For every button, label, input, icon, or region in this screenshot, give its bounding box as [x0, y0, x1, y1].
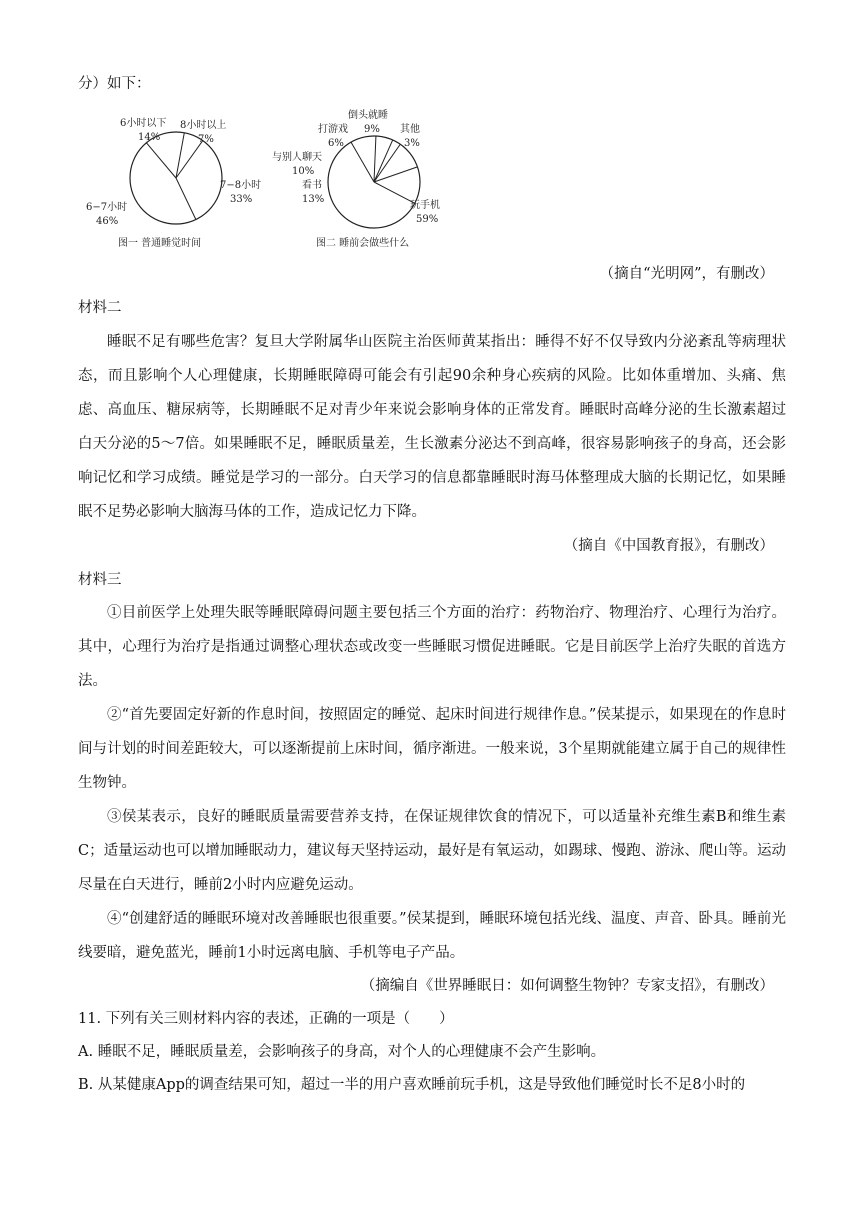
fig1-slice-3: [176, 178, 196, 219]
question-stem: 11. 下列有关三则材料内容的表述，正确的一项是（ ）: [78, 1011, 454, 1027]
material-3-paragraph-3: ③侯某表示，良好的睡眠质量需要营养支持，在保证规律饮食的情况下，可以适量补充维生素B和维生素C；适量运动也可以增加睡眠动力，建议每天坚持运动，最好是有氧运动，如踢球、慢跑、游泳、爬山等。运动尽量在白天进行，睡前2小时内应避免运动。: [78, 809, 786, 893]
option-a: A. 睡眠不足，睡眠质量差，会影响孩子的身高，对个人的心理健康不会产生影响。: [78, 1044, 606, 1060]
fig2-slice-0: [351, 142, 374, 182]
fig1-label-1: 8小时以上: [180, 120, 227, 131]
fig2-slice-5: [374, 182, 415, 203]
pie-chart-2: [272, 108, 440, 249]
p1-pre: ①目前医学上处理失眠等睡眠障碍问题主要包括三个方面的治疗：药物治疗、物理治疗、心理行为治疗。其中，心理行为治疗是指通过调整心理状态或改变一些睡眠习惯促进睡眠。它是: [78, 605, 786, 655]
fig2-label-0: 倒头就睡: [348, 110, 388, 121]
source-3: （摘编自《世界睡眠日：如何调整生物钟？专家支招》，有删改）: [360, 978, 774, 994]
material-3-paragraph-4: ④“创建舒适的睡眠环境对改善睡眠也很重要。”侯某提到，睡眠环境包括光线、温度、声音、卧具。睡前光线要暗，避免蓝光，睡前1小时远离电脑、手机等电子产品。: [78, 911, 786, 961]
fig2-pct-5: 59%: [416, 214, 439, 225]
intro-text: 分）如下：: [78, 76, 151, 92]
fig2-slice-1: [374, 136, 376, 182]
fig1-label-0: 6小时以下: [120, 118, 167, 129]
fig2-label-3: 与别人聊天: [272, 152, 322, 163]
fig2-pct-3: 10%: [292, 166, 315, 177]
fig2-slice-4: [374, 167, 417, 182]
fig1-label-3: 6−7小时: [86, 202, 128, 213]
fig2-slice-2: [374, 140, 393, 182]
fig2-label-2: 其他: [400, 124, 420, 135]
fig1-slice-0: [146, 143, 176, 178]
material-3-heading: 材料三: [78, 572, 122, 588]
fig2-pct-4: 13%: [302, 194, 325, 205]
p1-emph: 目前 ·: [594, 639, 624, 655]
fig1-pct-0: 14%: [138, 132, 161, 143]
source-2: （摘自《中国教育报》，有删改）: [563, 538, 774, 554]
fig2-caption: 图二 睡前会做些什么: [316, 238, 410, 249]
fig1-pct-2: 33%: [230, 194, 253, 205]
fig2-label-5: 玩手机: [410, 200, 440, 211]
material-3-paragraph-2: ②“首先要固定好新的作息时间，按照固定的睡觉、起床时间进行规律作息。”侯某提示，如果现在的作息时间与计划的时间差距较大，可以逐渐提前上床时间，循序渐进。一般来说，3个星期就能建立属于自己的规律性生物钟。: [78, 707, 786, 791]
material-3-paragraph-1: [78, 596, 786, 698]
fig1-pct-3: 46%: [96, 216, 119, 227]
p1-post: 医学上治疗失眠的首选方法。: [78, 639, 787, 689]
option-b: B. 从某健康App的调查结果可知，超过一半的用户喜欢睡前玩手机，这是导致他们睡觉时长不足8小时的: [78, 1077, 746, 1093]
fig2-pct-1: 6%: [328, 138, 344, 149]
material-3-body: [78, 596, 786, 970]
fig2-label-1: 打游戏: [318, 124, 348, 135]
fig1-pct-1: 7%: [198, 134, 214, 145]
pie-charts-figure: [80, 104, 450, 256]
source-1: （摘自“光明网”，有删改）: [599, 266, 774, 282]
fig2-pct-2: 3%: [404, 138, 420, 149]
fig1-slice-1: [176, 133, 184, 178]
fig1-slice-2: [176, 141, 203, 178]
fig2-label-4: 看书: [302, 180, 322, 191]
fig2-pct-0: 9%: [364, 124, 380, 135]
fig1-label-2: 7−8小时: [220, 180, 262, 191]
pie-chart-1: [86, 116, 261, 249]
material-2-heading: 材料二: [78, 300, 122, 316]
material-2-paragraph: 睡眠不足有哪些危害？复旦大学附属华山医院主治医师黄某指出：睡得不好不仅导致内分泌紊乱等病理状态，而且影响个人心理健康，长期睡眠障碍可能会有引起90余种身心疾病的风险。比如体重增加、头痛、焦虑、高血压、糖尿病等，长期睡眠不足对青少年来说会影响身体的正常发育。睡眠时高峰分泌的生长激素超过白天分泌的5～7倍。如果睡眠不足，睡眠质量差，生长激素分泌达不到高峰，很容易影响孩子的身高，还会影响记忆和学习成绩。睡觉是学习的一部分。白天学习的信息都靠睡眠时海马体整理成大脑的长期记忆，如果睡眠不足势必影响大脑海马体的工作，造成记忆力下降。: [78, 334, 786, 520]
fig2-slice-3: [374, 144, 400, 182]
material-2-body: [78, 325, 786, 529]
fig1-caption: 图一 普通睡觉时间: [118, 238, 202, 249]
